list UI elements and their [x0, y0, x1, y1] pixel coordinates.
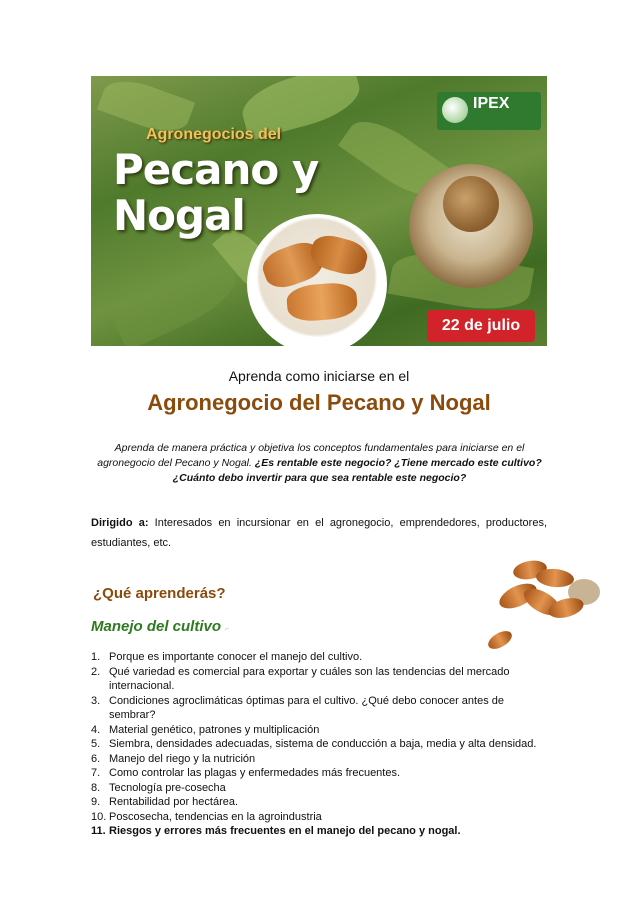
description-text: Aprenda de manera práctica y objetiva los conceptos fundamentales para iniciarse en el agronegocio del Pecano y Nogal: [97, 442, 525, 469]
description-question-1: ¿Es rentable este negocio? ¿Tiene mercado este cultivo?: [254, 457, 542, 469]
topic-item: [91, 694, 551, 723]
topic-text: Tecnología pre-cosecha: [109, 781, 226, 794]
topic-text: Material genético, patrones y multiplicación: [109, 723, 320, 736]
topic-text: Siembra, densidades adecuadas, sistema de conducción a baja, media y alta densidad.: [109, 738, 537, 750]
ipex-logo: [437, 92, 541, 130]
topic-number: 9.: [91, 796, 101, 808]
topic-item: [91, 766, 551, 781]
audience-label: Dirigido a:: [91, 517, 149, 529]
banner-subtitle: Agronegocios del: [146, 126, 282, 143]
topic-text: Poscosecha, tendencias en la agroindustria: [109, 810, 322, 823]
date-badge: 22 de julio: [427, 310, 535, 342]
topic-item: [91, 665, 551, 694]
topic-number: 8.: [91, 781, 101, 794]
topic-number: 3.: [91, 694, 101, 707]
topic-number: 2.: [91, 665, 101, 678]
topic-item: [91, 781, 551, 796]
topic-number: 7.: [91, 767, 101, 779]
course-description: Aprenda de manera práctica y objetiva los conceptos fundamentales para iniciarse en el agronegocio del Pecano y Nogal. ¿Es rentable este negocio? ¿Tiene mercado este cultivo? ¿Cuánto debo invertir para que sea rentable este negocio?: [97, 442, 542, 484]
topic-item: [91, 752, 551, 767]
topic-text: Riesgos y errores más frecuentes en el manejo del pecano y nogal.: [109, 825, 461, 837]
topics-list: [91, 650, 551, 839]
topic-text: Rentabilidad por hectárea.: [109, 796, 239, 808]
topic-item: [91, 650, 551, 665]
topic-text: Qué variedad es comercial para exportar y cuáles son las tendencias del mercado internacional.: [109, 665, 510, 692]
topic-number: 10.: [91, 810, 107, 823]
topic-number: 6.: [91, 752, 101, 765]
topic-number: 4.: [91, 723, 101, 736]
topic-text: Manejo del riego y la nutrición: [109, 752, 256, 765]
banner-title-line2: Nogal: [113, 191, 245, 240]
topic-number: 1.: [91, 651, 101, 663]
walnut-shell: [443, 176, 499, 232]
topic-text: Como controlar las plagas y enfermedades más frecuentes.: [109, 767, 401, 779]
audience-paragraph: [91, 513, 547, 553]
course-banner: [91, 76, 547, 346]
marker-icon: ⌐: [225, 626, 230, 633]
pecan-kernel: [485, 627, 515, 652]
topic-item: [91, 737, 551, 752]
learn-heading: ¿Qué aprenderás?: [93, 585, 226, 602]
globe-icon: [442, 97, 468, 123]
leaf-decoration: [107, 251, 246, 346]
topic-item: [91, 723, 551, 738]
audience-text: Interesados en incursionar en el agronegocio, emprendedores, productores, estudiantes, etc.: [91, 517, 547, 549]
course-title: Agronegocio del Pecano y Nogal: [147, 390, 491, 415]
topic-text: Porque es importante conocer el manejo del cultivo.: [109, 651, 363, 663]
topic-text: Condiciones agroclimáticas óptimas para el cultivo. ¿Qué debo conocer antes de sembrar?: [109, 694, 504, 721]
topic-item: [91, 824, 551, 839]
module-heading-text: Manejo del cultivo: [91, 618, 222, 635]
banner-title-line1: Pecano y: [113, 145, 319, 194]
module-heading: [91, 618, 229, 635]
topic-item: [91, 810, 551, 825]
description-question-2: ¿Cuánto debo invertir para que sea rentable este negocio?: [172, 472, 467, 484]
pecans-illustration: [480, 556, 610, 656]
intro-text: Aprenda como iniciarse en el: [228, 368, 410, 384]
topic-number: 11.: [91, 825, 106, 837]
topic-item: [91, 795, 551, 810]
topic-number: 5.: [91, 738, 101, 750]
logo-brand: IPEX: [473, 95, 510, 112]
